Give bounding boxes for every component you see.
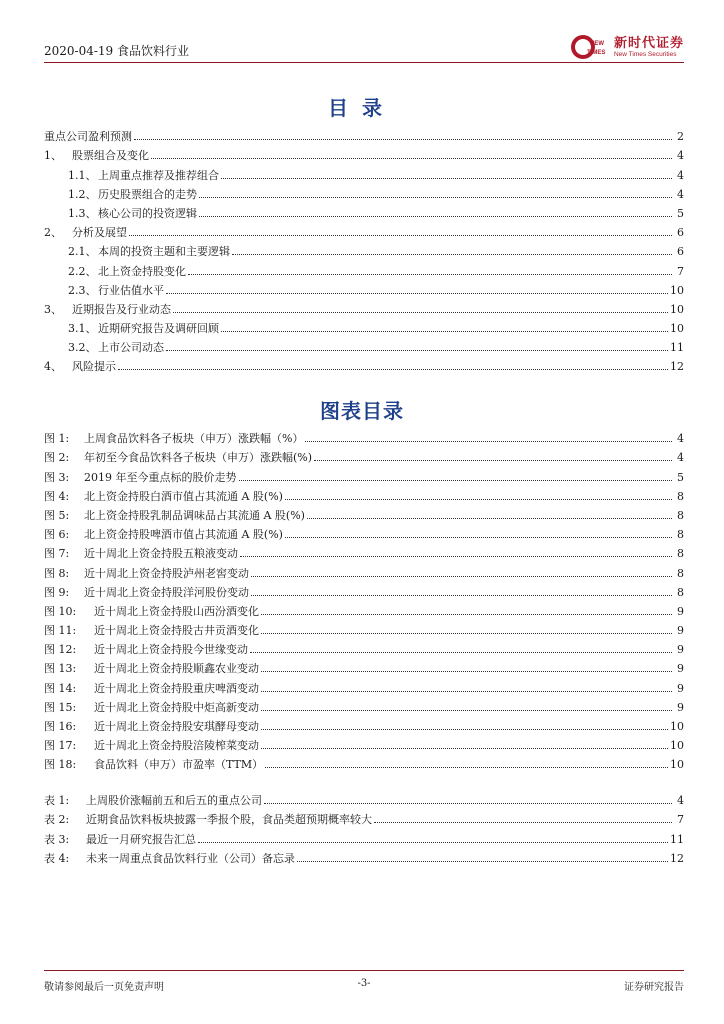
figure-entry[interactable] [44, 561, 684, 580]
entry-page-number: 4 [677, 168, 684, 182]
entry-label [44, 450, 314, 465]
entry-text: 近十周北上资金持股重庆啤酒变动 [94, 681, 259, 695]
entry-text: 最近一月研究报告汇总 [86, 832, 196, 846]
page-number: -3- [357, 978, 371, 989]
logo-mark-new: NEW [589, 41, 604, 47]
dot-leader [232, 253, 672, 255]
entry-page-number: 11 [670, 341, 684, 355]
dot-leader [199, 196, 672, 198]
dot-leader [250, 651, 672, 653]
entry-text: 本周的投资主题和主要逻辑 [98, 245, 230, 259]
entry-text: 2019 年至今重点标的股价走势 [84, 470, 237, 484]
dot-leader [265, 766, 668, 768]
figure-entry[interactable] [44, 696, 684, 715]
entry-text: 北上资金持股白酒市值占其流通 A 股(%) [84, 489, 283, 503]
entry-text: 北上资金持股啤酒市值占其流通 A 股(%) [84, 528, 283, 542]
entry-number: 图 1: [44, 432, 70, 446]
entry-number: 3.1、 [68, 322, 97, 336]
company-logo [570, 34, 684, 60]
entry-text: 分析及展望 [72, 226, 127, 240]
tables-list [44, 789, 684, 866]
entry-label [68, 264, 188, 279]
entry-text: 近十周北上资金持股山西汾酒变化 [94, 604, 259, 618]
entry-label [44, 508, 307, 523]
entry-text: 上周食品饮料各子板块（申万）涨跌幅（%） [84, 432, 304, 446]
toc-entry[interactable] [44, 355, 684, 374]
entry-label [44, 148, 151, 163]
table-entry[interactable] [44, 847, 684, 866]
entry-text: 近十周北上资金持股顺鑫农业变动 [94, 662, 259, 676]
figure-entry[interactable] [44, 753, 684, 772]
entry-number: 图 14: [44, 681, 77, 695]
entry-text: 未来一周重点食品饮料行业（公司）备忘录 [86, 851, 295, 865]
entry-page-number: 10 [670, 739, 684, 753]
entry-label [68, 244, 232, 259]
entry-label [44, 757, 265, 772]
entry-label [44, 661, 261, 676]
toc-title: 目录 [328, 96, 396, 120]
entry-label [68, 321, 221, 336]
toc-entry[interactable] [44, 336, 684, 355]
entry-label [44, 681, 261, 696]
entry-number: 图 2: [44, 451, 70, 465]
entry-page-number: 4 [677, 794, 684, 808]
entry-text: 近十周北上资金持股泸州老窖变动 [84, 566, 249, 580]
entry-page-number: 10 [670, 720, 684, 733]
entry-text: 食品饮料（申万）市盈率（TTM） [94, 758, 264, 772]
figure-entry[interactable] [44, 542, 684, 561]
entry-page-number: 8 [677, 489, 684, 503]
dot-leader [166, 292, 668, 294]
entry-number: 图 16: [44, 720, 77, 733]
figure-entry[interactable] [44, 657, 684, 676]
entry-label [44, 431, 305, 446]
dot-leader [251, 575, 672, 577]
figures-list-title: 图表目录 [320, 399, 404, 423]
dot-leader [261, 670, 672, 672]
dot-leader [221, 177, 672, 179]
entry-number: 3.2、 [68, 341, 97, 355]
figure-entry[interactable] [44, 676, 684, 695]
figure-entry[interactable] [44, 465, 684, 484]
entry-number: 图 5: [44, 508, 70, 522]
logo-chinese-name: 新时代证券 [613, 35, 684, 51]
entry-number: 图 18: [44, 758, 77, 772]
entry-page-number: 10 [670, 758, 684, 772]
entry-label [44, 738, 261, 753]
report-date-industry: 2020-04-19 食品饮料行业 [44, 44, 190, 58]
dot-leader [199, 215, 672, 217]
dot-leader [173, 311, 668, 313]
entry-page-number: 6 [677, 245, 684, 259]
dot-leader [118, 368, 668, 370]
entry-number: 图 7: [44, 547, 70, 561]
entry-number: 1.2、 [68, 187, 97, 201]
entry-page-number: 5 [677, 206, 684, 220]
entry-number: 4、 [44, 360, 62, 374]
entry-page-number: 8 [677, 528, 684, 542]
entry-text: 近十周北上资金持股五粮液变动 [84, 547, 238, 561]
entry-number: 图 9: [44, 585, 70, 599]
entry-label [44, 700, 261, 715]
entry-label [44, 359, 118, 374]
entry-label [44, 527, 285, 542]
entry-page-number: 9 [677, 662, 684, 676]
toc-entry[interactable] [44, 125, 684, 144]
dot-leader [261, 728, 668, 730]
entry-page-number: 9 [677, 643, 684, 657]
dot-leader [305, 440, 672, 442]
entry-page-number: 8 [677, 566, 684, 580]
table-entry[interactable] [44, 827, 684, 846]
figure-entry[interactable] [44, 619, 684, 638]
dot-leader [221, 330, 668, 332]
entry-label [68, 283, 166, 298]
dot-leader [285, 498, 672, 500]
entry-text: 北上资金持股乳制品调味品占其流通 A 股(%) [84, 508, 305, 522]
entry-page-number: 9 [677, 604, 684, 618]
entry-number: 图 15: [44, 700, 77, 714]
entry-page-number: 12 [670, 851, 684, 865]
entry-number: 1、 [44, 149, 62, 163]
entry-text: 近期研究报告及调研回顾 [98, 322, 219, 336]
entry-number: 图 12: [44, 643, 77, 657]
entry-number: 1.1、 [68, 168, 97, 182]
entry-label [44, 470, 239, 485]
entry-text: 近期报告及行业动态 [72, 302, 171, 316]
figures-list [44, 427, 684, 772]
toc-entry[interactable] [44, 163, 684, 182]
dot-leader [264, 802, 672, 804]
toc-entry[interactable] [44, 144, 684, 163]
entry-page-number: 9 [677, 624, 684, 638]
dot-leader [151, 157, 672, 159]
toc-entry[interactable] [44, 202, 684, 221]
entry-text: 股票组合及变化 [72, 149, 149, 163]
entry-number: 2.2、 [68, 264, 97, 278]
entry-text: 近期食品饮料板块披露一季报个股，食品类超预期概率较大 [86, 813, 372, 827]
entry-label [68, 340, 166, 355]
header-divider [44, 62, 684, 63]
entry-text: 风险提示 [72, 360, 116, 374]
dot-leader [261, 690, 672, 692]
entry-page-number: 2 [677, 130, 684, 144]
entry-label [44, 623, 261, 638]
entry-page-number: 5 [677, 470, 684, 484]
entry-number: 图 11: [44, 624, 77, 638]
entry-label [44, 812, 374, 827]
toc-entry[interactable] [44, 259, 684, 278]
dot-leader [188, 273, 672, 275]
entry-text: 近十周北上资金持股今世缘变动 [94, 643, 248, 657]
entry-number: 图 6: [44, 528, 70, 542]
entry-page-number: 4 [677, 451, 684, 465]
entry-label [44, 546, 240, 561]
dot-leader [374, 821, 672, 823]
entry-number: 图 4: [44, 489, 70, 503]
dot-leader [240, 555, 672, 557]
entry-text: 核心公司的投资逻辑 [98, 206, 197, 220]
entry-page-number: 4 [677, 432, 684, 446]
entry-page-number: 4 [677, 149, 684, 163]
entry-page-number: 6 [677, 226, 684, 240]
entry-page-number: 10 [670, 302, 684, 316]
entry-page-number: 10 [670, 283, 684, 297]
toc-entry[interactable] [44, 240, 684, 259]
entry-number: 2.1、 [68, 245, 97, 259]
entry-label [44, 719, 261, 734]
entry-text: 年初至今食品饮料各子板块（申万）涨跌幅(%) [84, 451, 313, 465]
dot-leader [307, 517, 672, 519]
entry-number: 2.3、 [68, 283, 97, 297]
dot-leader [251, 594, 672, 596]
entry-number: 图 3: [44, 470, 70, 484]
entry-text: 近十周北上资金持股洋河股份变动 [84, 585, 249, 599]
entry-page-number: 10 [670, 322, 684, 336]
dot-leader [297, 860, 668, 862]
entry-text: 近十周北上资金持股古井贡酒变化 [94, 624, 259, 638]
entry-page-number: 7 [677, 813, 684, 827]
toc-entry[interactable] [44, 183, 684, 202]
entry-label [44, 604, 261, 619]
entry-text: 上周股价涨幅前五和后五的重点公司 [86, 794, 262, 808]
entry-label [44, 832, 198, 847]
figure-entry[interactable] [44, 600, 684, 619]
figure-entry[interactable] [44, 523, 684, 542]
entry-number: 表 1: [44, 794, 70, 808]
figure-entry[interactable] [44, 446, 684, 465]
entry-label [44, 566, 251, 581]
entry-label [68, 187, 199, 202]
entry-text: 历史股票组合的走势 [98, 187, 197, 201]
entry-text: 上市公司动态 [98, 341, 164, 355]
entry-page-number: 4 [677, 187, 684, 201]
dot-leader [285, 536, 672, 538]
table-entry[interactable] [44, 808, 684, 827]
entry-page-number: 12 [670, 360, 684, 374]
figure-entry[interactable] [44, 734, 684, 753]
entry-text: 近十周北上资金持股安琪酵母变动 [94, 720, 259, 733]
figure-entry[interactable] [44, 427, 684, 446]
footer-divider [44, 970, 684, 971]
entry-page-number: 7 [677, 264, 684, 278]
entry-number: 图 13: [44, 662, 77, 676]
dot-leader [129, 234, 672, 236]
table-entry[interactable] [44, 789, 684, 808]
report-type: 证券研究报告 [624, 982, 684, 993]
disclaimer-note: 敬请参阅最后一页免责声明 [44, 982, 164, 993]
entry-label [44, 642, 250, 657]
toc-entry[interactable] [44, 298, 684, 317]
entry-label [44, 793, 264, 808]
entry-text: 近十周北上资金持股中炬高新变动 [94, 700, 259, 714]
figure-entry[interactable] [44, 504, 684, 523]
dot-leader [314, 459, 672, 461]
entry-text: 上周重点推荐及推荐组合 [98, 168, 219, 182]
entry-number: 图 17: [44, 739, 77, 753]
dot-leader [239, 479, 673, 481]
toc-entry[interactable] [44, 317, 684, 336]
figure-entry[interactable] [44, 581, 684, 600]
entry-label [68, 168, 221, 183]
entry-number: 2、 [44, 226, 62, 240]
entry-number: 表 4: [44, 851, 70, 865]
entry-text: 北上资金持股变化 [98, 264, 186, 278]
entry-number: 表 2: [44, 813, 70, 827]
dot-leader [261, 747, 668, 749]
figure-entry[interactable] [44, 485, 684, 504]
logo-english-name: New Times Securities [613, 50, 677, 58]
new-times-logo-icon [570, 34, 610, 60]
dot-leader [261, 632, 672, 634]
dot-leader [261, 613, 672, 615]
entry-number: 表 3: [44, 832, 70, 846]
entry-page-number: 8 [677, 508, 684, 522]
entry-text: 行业估值水平 [98, 283, 164, 297]
entry-text: 近十周北上资金持股涪陵榨菜变动 [94, 739, 259, 753]
entry-page-number: 8 [677, 547, 684, 561]
entry-label [44, 225, 129, 240]
toc-entry[interactable] [44, 279, 684, 298]
table-of-contents [44, 125, 684, 374]
dot-leader [261, 709, 672, 711]
entry-label [68, 206, 199, 221]
figure-entry[interactable] [44, 715, 684, 734]
entry-number: 3、 [44, 302, 62, 316]
entry-text: 重点公司盈利预测 [44, 130, 132, 144]
entry-label [44, 302, 173, 317]
dot-leader [166, 349, 668, 351]
toc-entry[interactable] [44, 221, 684, 240]
entry-number: 图 10: [44, 604, 77, 618]
entry-number: 1.3、 [68, 206, 97, 220]
figure-entry[interactable] [44, 638, 684, 657]
dot-leader [198, 841, 668, 843]
entry-label [44, 851, 297, 866]
entry-page-number: 9 [677, 681, 684, 695]
entry-page-number: 11 [670, 832, 684, 846]
entry-label [44, 585, 251, 600]
entry-label [44, 129, 134, 144]
entry-label [44, 489, 285, 504]
logo-mark-times: TIMES [586, 50, 606, 56]
entry-number: 图 8: [44, 566, 70, 580]
entry-page-number: 8 [677, 585, 684, 599]
dot-leader [134, 138, 672, 140]
entry-page-number: 9 [677, 700, 684, 714]
